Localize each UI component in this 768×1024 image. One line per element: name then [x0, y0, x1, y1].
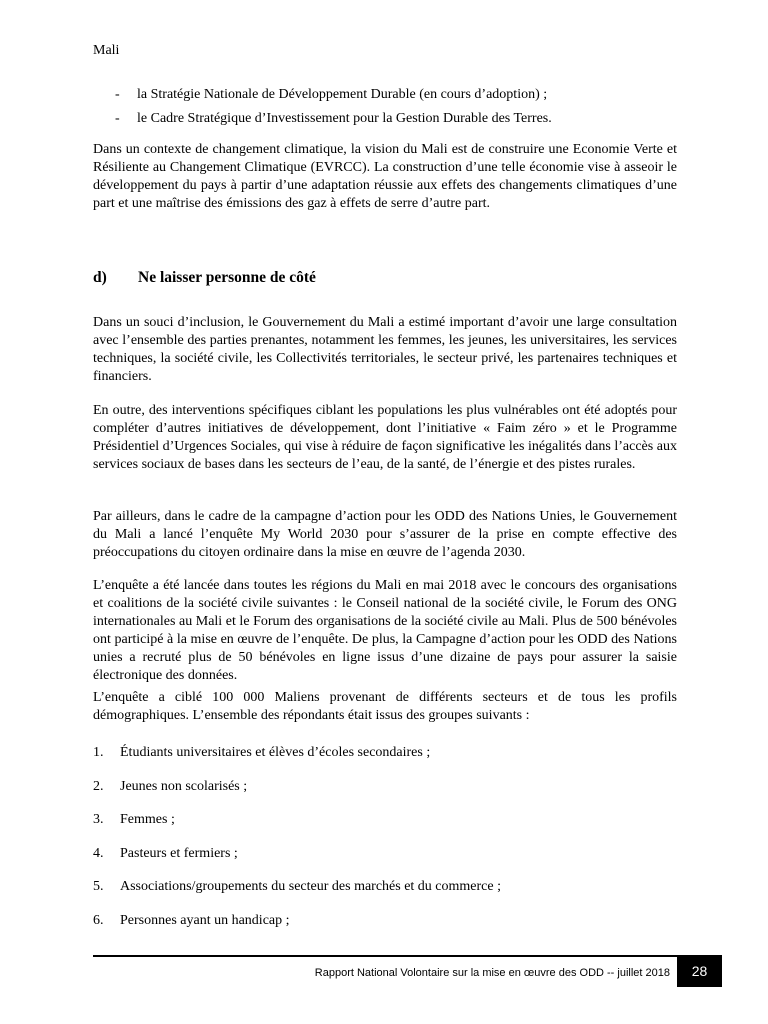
- bullet-item: [93, 110, 683, 134]
- list-item: [93, 744, 677, 778]
- list-text: Jeunes non scolarisés ;: [120, 778, 248, 794]
- list-number: 2.: [93, 778, 104, 794]
- page-number: 28: [677, 955, 722, 987]
- list-number: 4.: [93, 845, 104, 861]
- list-number: 5.: [93, 879, 104, 895]
- list-item: [93, 878, 677, 912]
- footer-divider: [93, 955, 677, 957]
- bullet-text: le Cadre Stratégique d’Investissement pour la Gestion Durable des Terres.: [137, 111, 552, 126]
- paragraph-climate: Dans un contexte de changement climatique, la vision du Mali est de construire une Economie Verte et Résiliente au Changement Climatique (EVRCC). La construction d’une telle économie vise à asseoir le développement du pays à partir d’une adaptation réussie aux effets des changements climatiques d’une part et une maîtrise des émissions des gaz à effets de serre d’autre part.: [93, 142, 677, 211]
- bullet-list: [93, 86, 683, 134]
- bullet-text: la Stratégie Nationale de Développement Durable (en cours d’adoption) ;: [137, 87, 548, 102]
- list-text: Étudiants universitaires et élèves d’écoles secondaires ;: [120, 745, 431, 760]
- paragraph-inclusion: Dans un souci d’inclusion, le Gouvernement du Mali a estimé important d’avoir une large consultation avec l’ensemble des parties prenantes, notamment les femmes, les jeunes, les universitaires, les services techniques, la société civile, les Collectivités territoriales, le secteur privé, les partenaires techniques et financiers.: [93, 315, 677, 384]
- list-number: 3.: [93, 812, 104, 828]
- list-text: Femmes ;: [120, 812, 175, 828]
- bullet-marker: -: [115, 111, 120, 126]
- list-item: [93, 811, 677, 845]
- paragraph-my-world: Par ailleurs, dans le cadre de la campagne d’action pour les ODD des Nations Unies, le Gouvernement du Mali a lancé l’enquête My World 2030 pour s’assurer de la prise en compte effective des préoccupations du citoyen ordinaire dans la mise en œuvre de l’agenda 2030.: [93, 509, 677, 560]
- list-number: 1.: [93, 745, 104, 760]
- section-letter: d): [93, 269, 107, 286]
- continued-text: Mali: [93, 43, 120, 58]
- list-item: [93, 778, 677, 812]
- bullet-marker: -: [115, 87, 120, 102]
- list-text: Associations/groupements du secteur des marchés et du commerce ;: [120, 879, 501, 895]
- list-number: 6.: [93, 912, 104, 928]
- section-heading: [93, 268, 316, 288]
- list-item: [93, 912, 677, 946]
- list-item: [93, 845, 677, 879]
- footer-title: Rapport National Volontaire sur la mise en œuvre des ODD -- juillet 2018: [314, 967, 670, 979]
- paragraph-interventions: En outre, des interventions spécifiques ciblant les populations les plus vulnérables ont été adoptés pour compléter d’autres initiatives de développement, dont l’initiative « Faim zéro » et le Programme Présidentiel d’Urgences Sociales, qui vise à réduire de façon significative les inégalités dans l’accès aux services sociaux de bases dans les secteurs de l’eau, de la santé, de l’énergie et des pistes rurales.: [93, 403, 677, 472]
- bullet-item: [93, 86, 683, 110]
- section-title: Ne laisser personne de côté: [138, 269, 316, 286]
- numbered-list: [93, 744, 677, 946]
- paragraph-survey: L’enquête a été lancée dans toutes les régions du Mali en mai 2018 avec le concours des organisations et coalitions de la société civile suivantes : le Conseil national de la société civile, le Forum des ONG internationales au Mali et le Forum des organisations de la société civile au Mali. Plus de 500 bénévoles ont participé à la mise en œuvre de l’enquête. De plus, la Campagne d’action pour les ODD des Nations unies a recruté plus de 50 bénévoles en ligne issus d’une dizaine de pays pour assurer la saisie électronique des données.: [93, 578, 677, 683]
- list-text: Pasteurs et fermiers ;: [120, 845, 238, 861]
- list-text: Personnes ayant un handicap ;: [120, 912, 290, 928]
- paragraph-target: L’enquête a ciblé 100 000 Maliens provenant de différents secteurs et de tous les profils démographiques. L’ensemble des répondants était issus des groupes suivants :: [93, 690, 677, 723]
